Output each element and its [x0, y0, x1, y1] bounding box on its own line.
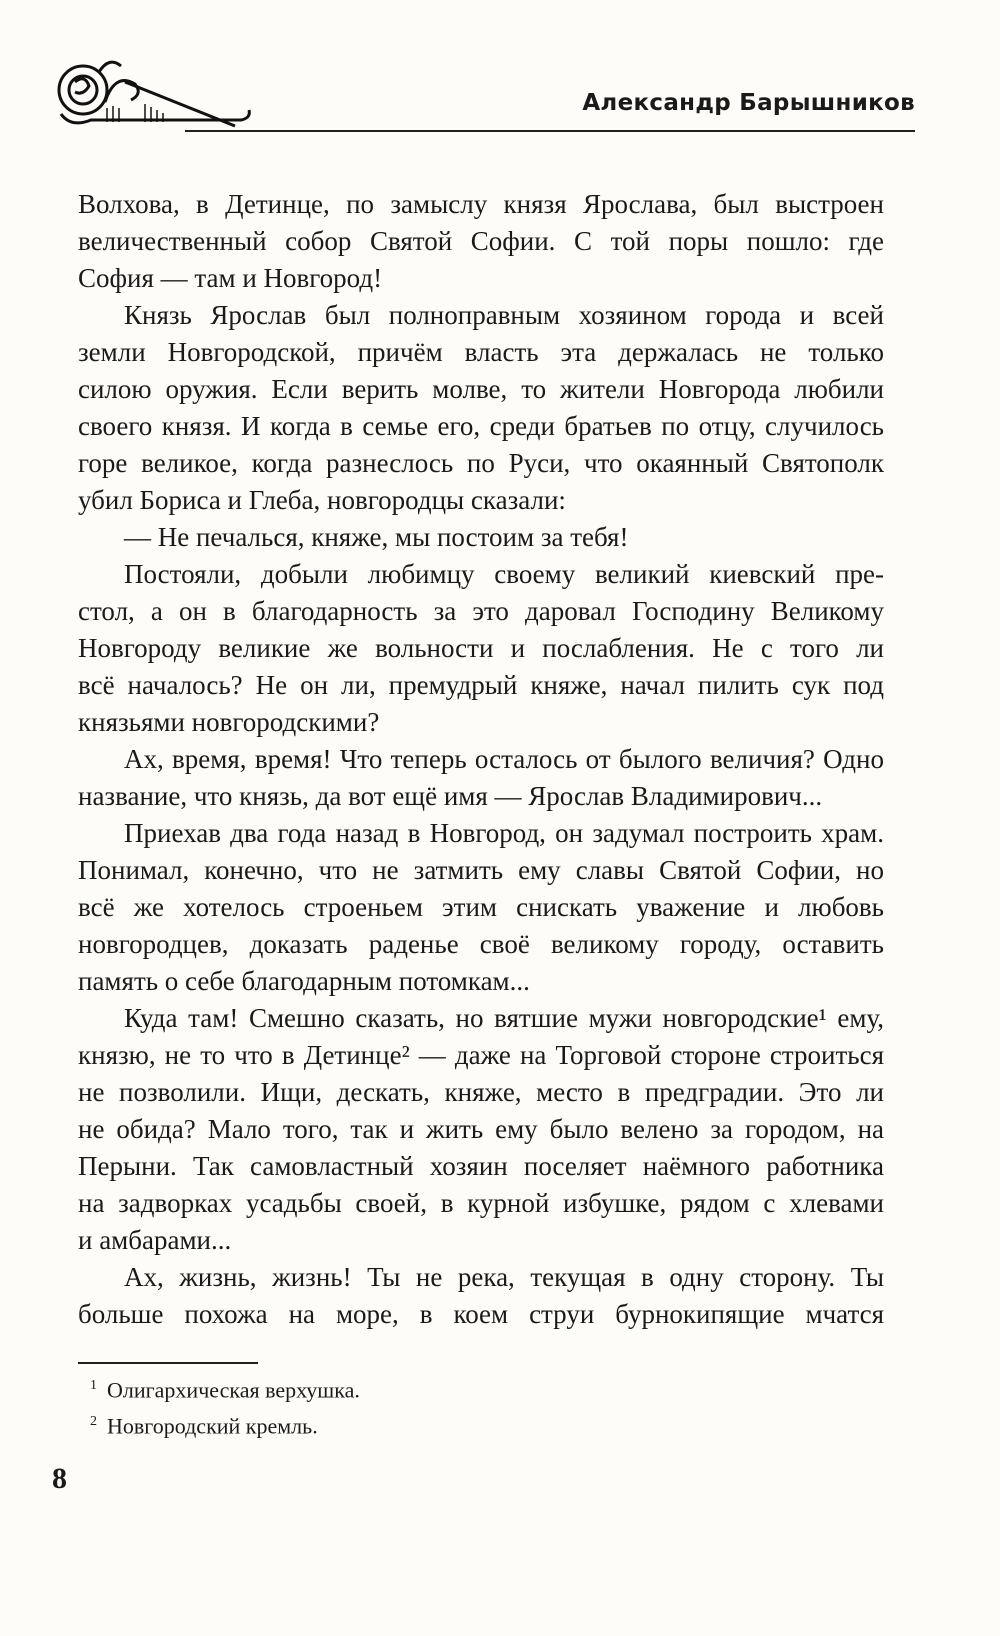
text-line: новгородцев, доказать раденье своё великому городу, оставить [78, 929, 884, 959]
text-line: князю, не то что в Детинце² — даже на Торговой стороне строиться [78, 1040, 884, 1070]
body-text [78, 186, 884, 1333]
text-line: князьями новгородскими? [78, 707, 380, 737]
text-line: Ах, время, время! Что теперь осталось от былого величия? Одно [124, 744, 884, 774]
text-line: стол, а он в благодарность за это даровал Господину Великому [78, 596, 884, 626]
text-line: на задворках усадьбы своей, в курной избушке, рядом с хлевами [78, 1188, 884, 1218]
footnote-number: 1 [90, 1378, 97, 1393]
text-line: Куда там! Смешно сказать, но вятшие мужи новгородские¹ ему, [124, 1003, 884, 1033]
footnote [90, 1370, 360, 1406]
text-line: Понимал, конечно, что не затмить ему славы Святой Софии, но [78, 855, 884, 885]
footnote-separator [78, 1362, 258, 1364]
text-line: — Не печалься, княже, мы постоим за тебя! [124, 522, 629, 552]
text-line: величественный собор Святой Софии. С той поры пошло: где [78, 226, 884, 256]
text-line: Новгороду великие же вольности и послабления. Не с того ли [78, 633, 884, 663]
text-line: силою оружия. Если верить молве, то жители Новгорода любили [78, 374, 884, 404]
page-number: 8 [52, 1462, 67, 1495]
footnote-text: Новгородский кремль. [107, 1413, 318, 1439]
text-line: больше похожа на море, в коем струи бурнокипящие мчатся [78, 1299, 884, 1329]
text-line: Постояли, добыли любимцу своему великий киевский пре- [124, 559, 884, 589]
text-line: память о себе благодарным потомкам... [78, 966, 530, 996]
text-line: не позволили. Ищи, дескать, княже, место в предградии. Это ли [78, 1077, 884, 1107]
footnotes [90, 1370, 360, 1443]
footnote-text: Олигархическая верхушка. [107, 1377, 360, 1403]
text-line: Князь Ярослав был полноправным хозяином города и всей [124, 300, 884, 330]
running-header [55, 52, 915, 132]
text-line: Волхова, в Детинце, по замыслу князя Ярослава, был выстроен [78, 189, 884, 219]
text-line: Ах, жизнь, жизнь! Ты не река, текущая в одну сторону. Ты [124, 1262, 884, 1292]
text-line: своего князя. И когда в семье его, среди братьев по отцу, случилось [78, 411, 884, 441]
text-line: и амбарами... [78, 1225, 232, 1255]
header-rule [185, 130, 915, 132]
text-line: не обида? Мало того, так и жить ему было велено за городом, на [78, 1114, 884, 1144]
text-line: убил Бориса и Глеба, новгородцы сказали: [78, 485, 566, 515]
text-line: София — там и Новгород! [78, 263, 383, 293]
text-line: название, что князь, да вот ещё имя — Ярослав Владимирович... [78, 781, 823, 811]
text-line: земли Новгородской, причём власть эта держалась не только [78, 337, 884, 367]
author-name: Александр Барышников [582, 90, 915, 116]
decorative-ornament-icon [55, 52, 275, 132]
footnote [90, 1406, 360, 1442]
text-line: Перыни. Так самовластный хозяин поселяет наёмного работника [78, 1151, 884, 1181]
footnote-number: 2 [90, 1414, 97, 1430]
text-line: Приехав два года назад в Новгород, он задумал построить храм. [124, 818, 884, 848]
text-line: всё началось? Не он ли, премудрый княже, начал пилить сук под [78, 670, 884, 700]
text-line: горе великое, когда разнеслось по Руси, что окаянный Святополк [78, 448, 884, 478]
text-line: всё же хотелось строеньем этим снискать уважение и любовь [78, 892, 884, 922]
